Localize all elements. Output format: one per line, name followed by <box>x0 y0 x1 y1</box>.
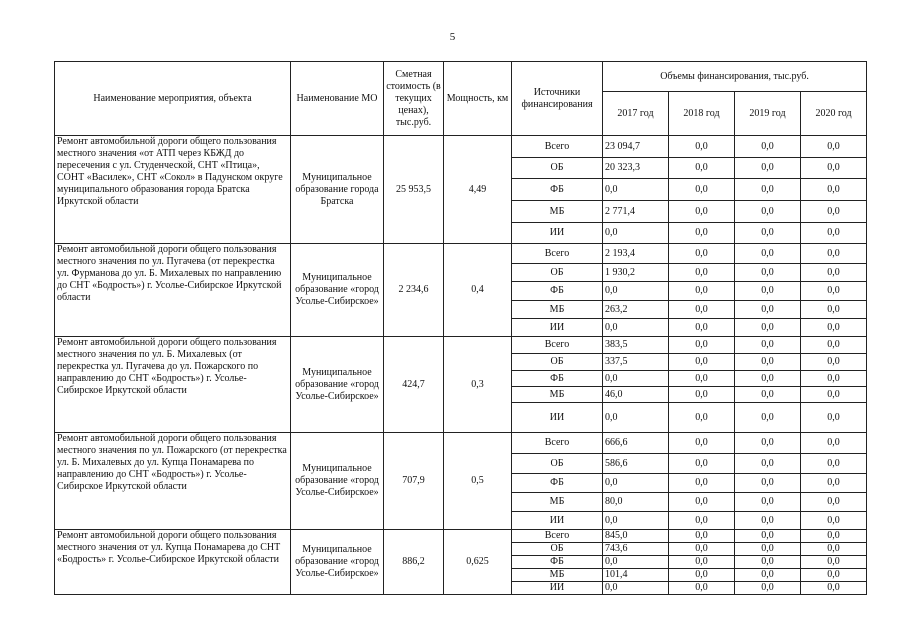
project-cost: 424,7 <box>384 337 444 433</box>
value-2020: 0,0 <box>801 223 867 244</box>
value-2018: 0,0 <box>669 179 735 201</box>
value-2019: 0,0 <box>735 556 801 569</box>
value-2018: 0,0 <box>669 582 735 595</box>
value-2018: 0,0 <box>669 403 735 433</box>
project-mo: Муниципальное образование «город Усолье-Сибирское» <box>291 433 384 530</box>
value-2017: 0,0 <box>603 556 669 569</box>
value-2019: 0,0 <box>735 136 801 158</box>
value-2017: 0,0 <box>603 319 669 337</box>
value-2017: 20 323,3 <box>603 158 669 179</box>
value-2017: 0,0 <box>603 582 669 595</box>
value-2017: 23 094,7 <box>603 136 669 158</box>
project-name: Ремонт автомобильной дороги общего пользования местного значения по ул. Пожарского (от перекрестка ул. Б. Михалевых до ул. Купца Понамарева по направлению до СНТ «Бодрость») г. Усолье-Сибирское Иркутской области <box>55 433 291 530</box>
value-2018: 0,0 <box>669 543 735 556</box>
value-2018: 0,0 <box>669 201 735 223</box>
value-2020: 0,0 <box>801 474 867 493</box>
header-year-2019: 2019 год <box>735 92 801 136</box>
value-2019: 0,0 <box>735 244 801 264</box>
project-cost: 25 953,5 <box>384 136 444 244</box>
value-2017: 2 771,4 <box>603 201 669 223</box>
value-2018: 0,0 <box>669 354 735 371</box>
value-2018: 0,0 <box>669 569 735 582</box>
value-2018: 0,0 <box>669 493 735 512</box>
value-2017: 80,0 <box>603 493 669 512</box>
funding-source: ИИ <box>512 582 603 595</box>
value-2019: 0,0 <box>735 543 801 556</box>
project-cost: 707,9 <box>384 433 444 530</box>
value-2017: 743,6 <box>603 543 669 556</box>
value-2018: 0,0 <box>669 319 735 337</box>
value-2017: 337,5 <box>603 354 669 371</box>
value-2020: 0,0 <box>801 582 867 595</box>
value-2019: 0,0 <box>735 454 801 474</box>
header-capacity: Мощность, км <box>444 62 512 136</box>
value-2018: 0,0 <box>669 337 735 354</box>
header-name: Наименование мероприятия, объекта <box>55 62 291 136</box>
value-2018: 0,0 <box>669 530 735 543</box>
funding-source: ОБ <box>512 158 603 179</box>
value-2017: 46,0 <box>603 387 669 403</box>
value-2017: 383,5 <box>603 337 669 354</box>
value-2017: 0,0 <box>603 512 669 530</box>
value-2019: 0,0 <box>735 569 801 582</box>
project-capacity: 4,49 <box>444 136 512 244</box>
value-2020: 0,0 <box>801 179 867 201</box>
project-name: Ремонт автомобильной дороги общего пользования местного значения по ул. Пугачева (от перекрестка ул. Фурманова до ул. Б. Михалевых по направлению до СНТ «Бодрость») г. Усолье-Сибирское Иркутской области <box>55 244 291 337</box>
value-2017: 666,6 <box>603 433 669 454</box>
funding-source: МБ <box>512 201 603 223</box>
value-2018: 0,0 <box>669 136 735 158</box>
project-name: Ремонт автомобильной дороги общего пользования местного значения от ул. Купца Понамарева до СНТ «Бодрость» г. Усолье-Сибирское Иркутской области <box>55 530 291 595</box>
funding-source: ИИ <box>512 403 603 433</box>
funding-source: ФБ <box>512 474 603 493</box>
value-2020: 0,0 <box>801 512 867 530</box>
value-2018: 0,0 <box>669 371 735 387</box>
funding-source: ФБ <box>512 371 603 387</box>
value-2020: 0,0 <box>801 158 867 179</box>
funding-source: Всего <box>512 433 603 454</box>
page-number: 5 <box>449 31 456 43</box>
value-2019: 0,0 <box>735 387 801 403</box>
funding-source: Всего <box>512 136 603 158</box>
value-2019: 0,0 <box>735 282 801 301</box>
financing-table <box>54 61 867 595</box>
value-2018: 0,0 <box>669 223 735 244</box>
value-2017: 845,0 <box>603 530 669 543</box>
value-2018: 0,0 <box>669 301 735 319</box>
table-row <box>55 244 867 264</box>
project-capacity: 0,4 <box>444 244 512 337</box>
value-2020: 0,0 <box>801 454 867 474</box>
value-2018: 0,0 <box>669 264 735 282</box>
value-2019: 0,0 <box>735 582 801 595</box>
funding-source: ОБ <box>512 264 603 282</box>
value-2017: 1 930,2 <box>603 264 669 282</box>
value-2018: 0,0 <box>669 387 735 403</box>
value-2017: 2 193,4 <box>603 244 669 264</box>
value-2020: 0,0 <box>801 387 867 403</box>
value-2017: 0,0 <box>603 223 669 244</box>
project-mo: Муниципальное образование «город Усолье-Сибирское» <box>291 530 384 595</box>
funding-source: МБ <box>512 493 603 512</box>
project-capacity: 0,3 <box>444 337 512 433</box>
funding-source: МБ <box>512 387 603 403</box>
value-2017: 263,2 <box>603 301 669 319</box>
value-2019: 0,0 <box>735 158 801 179</box>
funding-source: МБ <box>512 301 603 319</box>
funding-source: Всего <box>512 244 603 264</box>
value-2020: 0,0 <box>801 433 867 454</box>
value-2019: 0,0 <box>735 512 801 530</box>
project-cost: 886,2 <box>384 530 444 595</box>
value-2019: 0,0 <box>735 493 801 512</box>
value-2020: 0,0 <box>801 337 867 354</box>
header-funding-group: Объемы финансирования, тыс.руб. <box>603 62 867 92</box>
value-2019: 0,0 <box>735 201 801 223</box>
value-2019: 0,0 <box>735 301 801 319</box>
value-2020: 0,0 <box>801 543 867 556</box>
value-2020: 0,0 <box>801 264 867 282</box>
value-2020: 0,0 <box>801 493 867 512</box>
value-2018: 0,0 <box>669 474 735 493</box>
project-name: Ремонт автомобильной дороги общего пользования местного значения «от АТП через КБЖД до пересечения с ул. Студенческой, СНТ «Птица», СОНТ «Василек», СНТ «Сокол» в Падунском округе муниципального образования города Братска Иркутской области <box>55 136 291 244</box>
project-cost: 2 234,6 <box>384 244 444 337</box>
value-2020: 0,0 <box>801 301 867 319</box>
value-2017: 586,6 <box>603 454 669 474</box>
funding-source: МБ <box>512 569 603 582</box>
project-mo: Муниципальное образование «город Усолье-Сибирское» <box>291 337 384 433</box>
funding-source: ИИ <box>512 223 603 244</box>
funding-source: ИИ <box>512 512 603 530</box>
project-mo: Муниципальное образование «город Усолье-Сибирское» <box>291 244 384 337</box>
value-2020: 0,0 <box>801 569 867 582</box>
value-2018: 0,0 <box>669 158 735 179</box>
value-2017: 101,4 <box>603 569 669 582</box>
header-year-2018: 2018 год <box>669 92 735 136</box>
table-body <box>55 136 867 595</box>
value-2017: 0,0 <box>603 282 669 301</box>
value-2019: 0,0 <box>735 433 801 454</box>
funding-source: ФБ <box>512 282 603 301</box>
value-2020: 0,0 <box>801 244 867 264</box>
value-2017: 0,0 <box>603 371 669 387</box>
value-2019: 0,0 <box>735 337 801 354</box>
header-sources: Источники финансирования <box>512 62 603 136</box>
value-2018: 0,0 <box>669 556 735 569</box>
value-2017: 0,0 <box>603 403 669 433</box>
table-row <box>55 530 867 543</box>
value-2018: 0,0 <box>669 244 735 264</box>
project-mo: Муниципальное образование города Братска <box>291 136 384 244</box>
header-year-2020: 2020 год <box>801 92 867 136</box>
value-2020: 0,0 <box>801 319 867 337</box>
funding-source: ОБ <box>512 543 603 556</box>
funding-source: Всего <box>512 337 603 354</box>
table-row <box>55 337 867 354</box>
value-2020: 0,0 <box>801 556 867 569</box>
value-2017: 0,0 <box>603 179 669 201</box>
value-2020: 0,0 <box>801 354 867 371</box>
value-2019: 0,0 <box>735 371 801 387</box>
value-2019: 0,0 <box>735 354 801 371</box>
value-2019: 0,0 <box>735 403 801 433</box>
value-2020: 0,0 <box>801 201 867 223</box>
value-2018: 0,0 <box>669 454 735 474</box>
value-2020: 0,0 <box>801 371 867 387</box>
header-cost: Сметная стоимость (в текущих ценах), тыс.руб. <box>384 62 444 136</box>
funding-source: ФБ <box>512 556 603 569</box>
value-2020: 0,0 <box>801 136 867 158</box>
funding-source: ОБ <box>512 354 603 371</box>
value-2019: 0,0 <box>735 474 801 493</box>
funding-source: ИИ <box>512 319 603 337</box>
value-2019: 0,0 <box>735 179 801 201</box>
value-2019: 0,0 <box>735 223 801 244</box>
value-2020: 0,0 <box>801 282 867 301</box>
value-2018: 0,0 <box>669 512 735 530</box>
project-name: Ремонт автомобильной дороги общего пользования местного значения по ул. Б. Михалевых (от перекрестка ул. Пугачева до ул. Пожарского по направлению до СНТ «Бодрость») г. Усолье-Сибирское Иркутской области <box>55 337 291 433</box>
header-mo: Наименование МО <box>291 62 384 136</box>
table-row <box>55 433 867 454</box>
value-2019: 0,0 <box>735 319 801 337</box>
header-year-2017: 2017 год <box>603 92 669 136</box>
funding-source: Всего <box>512 530 603 543</box>
value-2018: 0,0 <box>669 282 735 301</box>
value-2020: 0,0 <box>801 530 867 543</box>
value-2020: 0,0 <box>801 403 867 433</box>
value-2019: 0,0 <box>735 530 801 543</box>
project-capacity: 0,5 <box>444 433 512 530</box>
value-2018: 0,0 <box>669 433 735 454</box>
table-row <box>55 136 867 158</box>
value-2017: 0,0 <box>603 474 669 493</box>
value-2019: 0,0 <box>735 264 801 282</box>
funding-source: ОБ <box>512 454 603 474</box>
project-capacity: 0,625 <box>444 530 512 595</box>
funding-source: ФБ <box>512 179 603 201</box>
